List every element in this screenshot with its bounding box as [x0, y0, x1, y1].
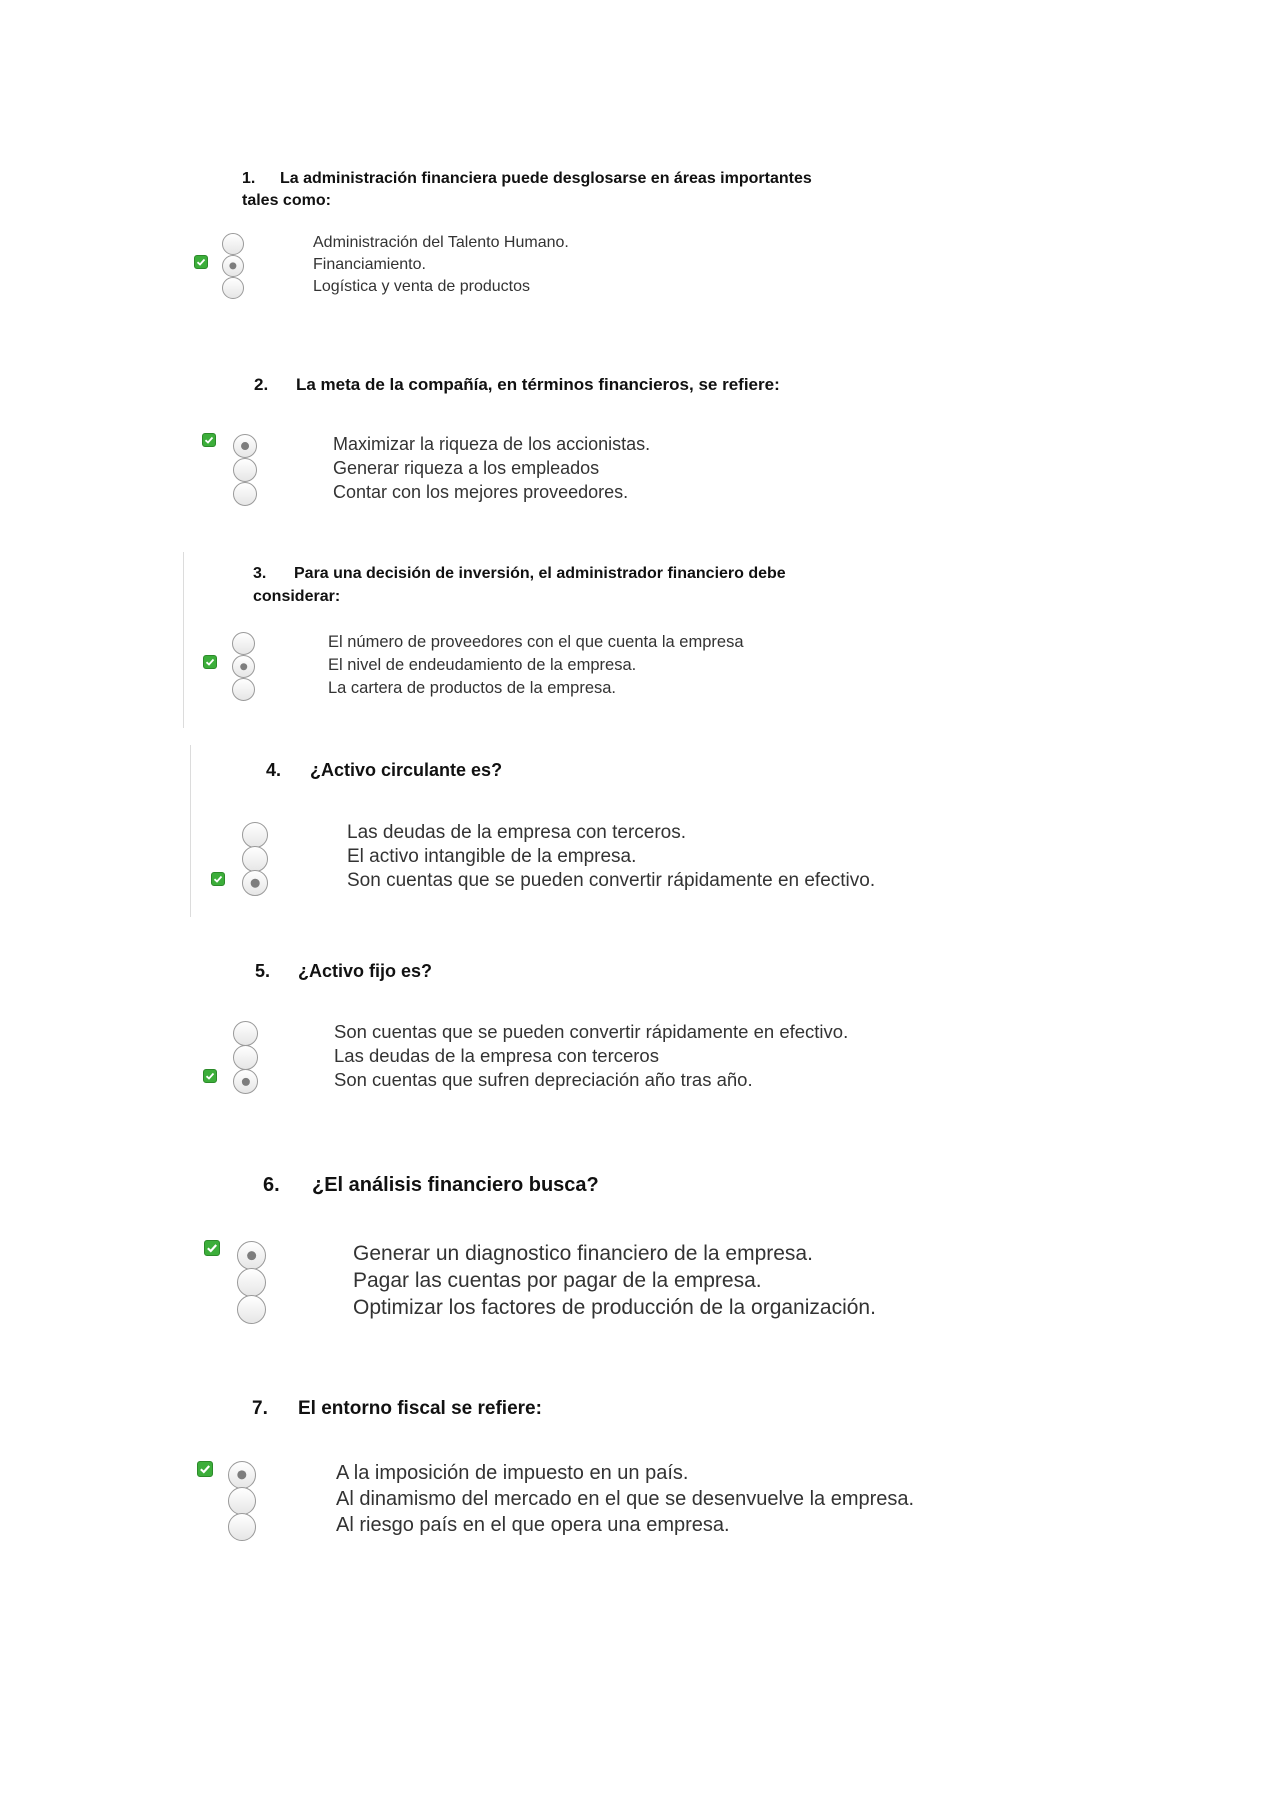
option-radio[interactable] — [237, 1268, 266, 1297]
option-radio[interactable] — [222, 233, 244, 255]
option-text: Son cuentas que se pueden convertir rápidamente en efectivo. — [347, 870, 876, 891]
option-radio[interactable] — [228, 1513, 256, 1541]
divider — [190, 745, 191, 917]
correct-check-icon — [194, 255, 208, 269]
question-number: 5. — [255, 961, 271, 981]
option-radio-selected[interactable] — [232, 655, 255, 678]
option-text: La cartera de productos de la empresa. — [328, 679, 617, 697]
question-title — [266, 760, 502, 781]
correct-check-icon — [204, 1240, 220, 1256]
option-radio[interactable] — [237, 1295, 266, 1324]
option-text: Las deudas de la empresa con terceros. — [347, 822, 687, 843]
option-radio[interactable] — [233, 1045, 258, 1070]
question-text: La administración financiera puede desglosarse en áreas importantes — [280, 170, 812, 187]
question-number: 1. — [242, 170, 256, 187]
question-text: El entorno fiscal se refiere: — [298, 1398, 542, 1419]
option-radio-selected[interactable] — [233, 434, 257, 458]
correct-check-icon — [203, 1069, 217, 1083]
option-text: Maximizar la riqueza de los accionistas. — [333, 434, 651, 454]
correct-check-icon — [202, 433, 216, 447]
option-radio[interactable] — [222, 277, 244, 299]
question-number: 4. — [266, 760, 282, 780]
option-text: El nivel de endeudamiento de la empresa. — [328, 656, 637, 674]
question-title — [255, 961, 432, 982]
option-radio-selected[interactable] — [222, 255, 244, 277]
divider — [183, 552, 184, 728]
question-text: La meta de la compañía, en términos financieros, se refiere: — [296, 375, 780, 394]
option-radio-selected[interactable] — [233, 1069, 258, 1094]
option-text: Contar con los mejores proveedores. — [333, 482, 629, 502]
option-text: Logística y venta de productos — [313, 278, 531, 295]
option-radio-selected[interactable] — [242, 870, 268, 896]
question-number: 3. — [253, 565, 267, 582]
question-text: Para una decisión de inversión, el administrador financiero debe — [294, 565, 786, 582]
option-text: Generar riqueza a los empleados — [333, 458, 600, 478]
option-radio[interactable] — [242, 822, 268, 848]
question-title — [263, 1174, 599, 1197]
question-text: ¿El análisis financiero busca? — [312, 1174, 599, 1196]
question-title — [254, 375, 780, 395]
option-text: Financiamiento. — [313, 256, 426, 273]
option-radio[interactable] — [232, 678, 255, 701]
question-title — [242, 170, 812, 188]
question-number: 6. — [263, 1174, 280, 1196]
option-text: Son cuentas que se pueden convertir rápidamente en efectivo. — [334, 1021, 849, 1042]
question-number: 2. — [254, 375, 269, 394]
option-text: A la imposición de impuesto en un país. — [336, 1462, 689, 1484]
option-radio-selected[interactable] — [228, 1461, 256, 1489]
option-radio[interactable] — [232, 632, 255, 655]
option-text: Las deudas de la empresa con terceros — [334, 1045, 659, 1066]
option-radio[interactable] — [233, 482, 257, 506]
option-text: Optimizar los factores de producción de la organización. — [353, 1296, 876, 1319]
option-radio[interactable] — [233, 458, 257, 482]
option-radio[interactable] — [233, 1021, 258, 1046]
question-text: ¿Activo circulante es? — [310, 760, 503, 780]
correct-check-icon — [203, 655, 217, 669]
option-text: El activo intangible de la empresa. — [347, 846, 637, 867]
option-radio[interactable] — [242, 846, 268, 872]
option-text: Pagar las cuentas por pagar de la empresa. — [353, 1269, 762, 1292]
question-title — [253, 565, 786, 583]
option-radio-selected[interactable] — [237, 1241, 266, 1270]
option-radio[interactable] — [228, 1487, 256, 1515]
question-text: ¿Activo fijo es? — [298, 961, 433, 981]
correct-check-icon — [211, 872, 225, 886]
question-title — [252, 1398, 542, 1420]
option-text: El número de proveedores con el que cuenta la empresa — [328, 633, 744, 651]
correct-check-icon — [197, 1461, 213, 1477]
option-text: Son cuentas que sufren depreciación año tras año. — [334, 1069, 753, 1090]
option-text: Al riesgo país en el que opera una empresa. — [336, 1514, 730, 1536]
question-text-continued: tales como: — [242, 192, 331, 209]
question-number: 7. — [252, 1398, 268, 1419]
option-text: Generar un diagnostico financiero de la empresa. — [353, 1242, 813, 1265]
question-text-continued: considerar: — [253, 588, 341, 605]
option-text: Administración del Talento Humano. — [313, 234, 569, 251]
option-text: Al dinamismo del mercado en el que se desenvuelve la empresa. — [336, 1488, 915, 1510]
